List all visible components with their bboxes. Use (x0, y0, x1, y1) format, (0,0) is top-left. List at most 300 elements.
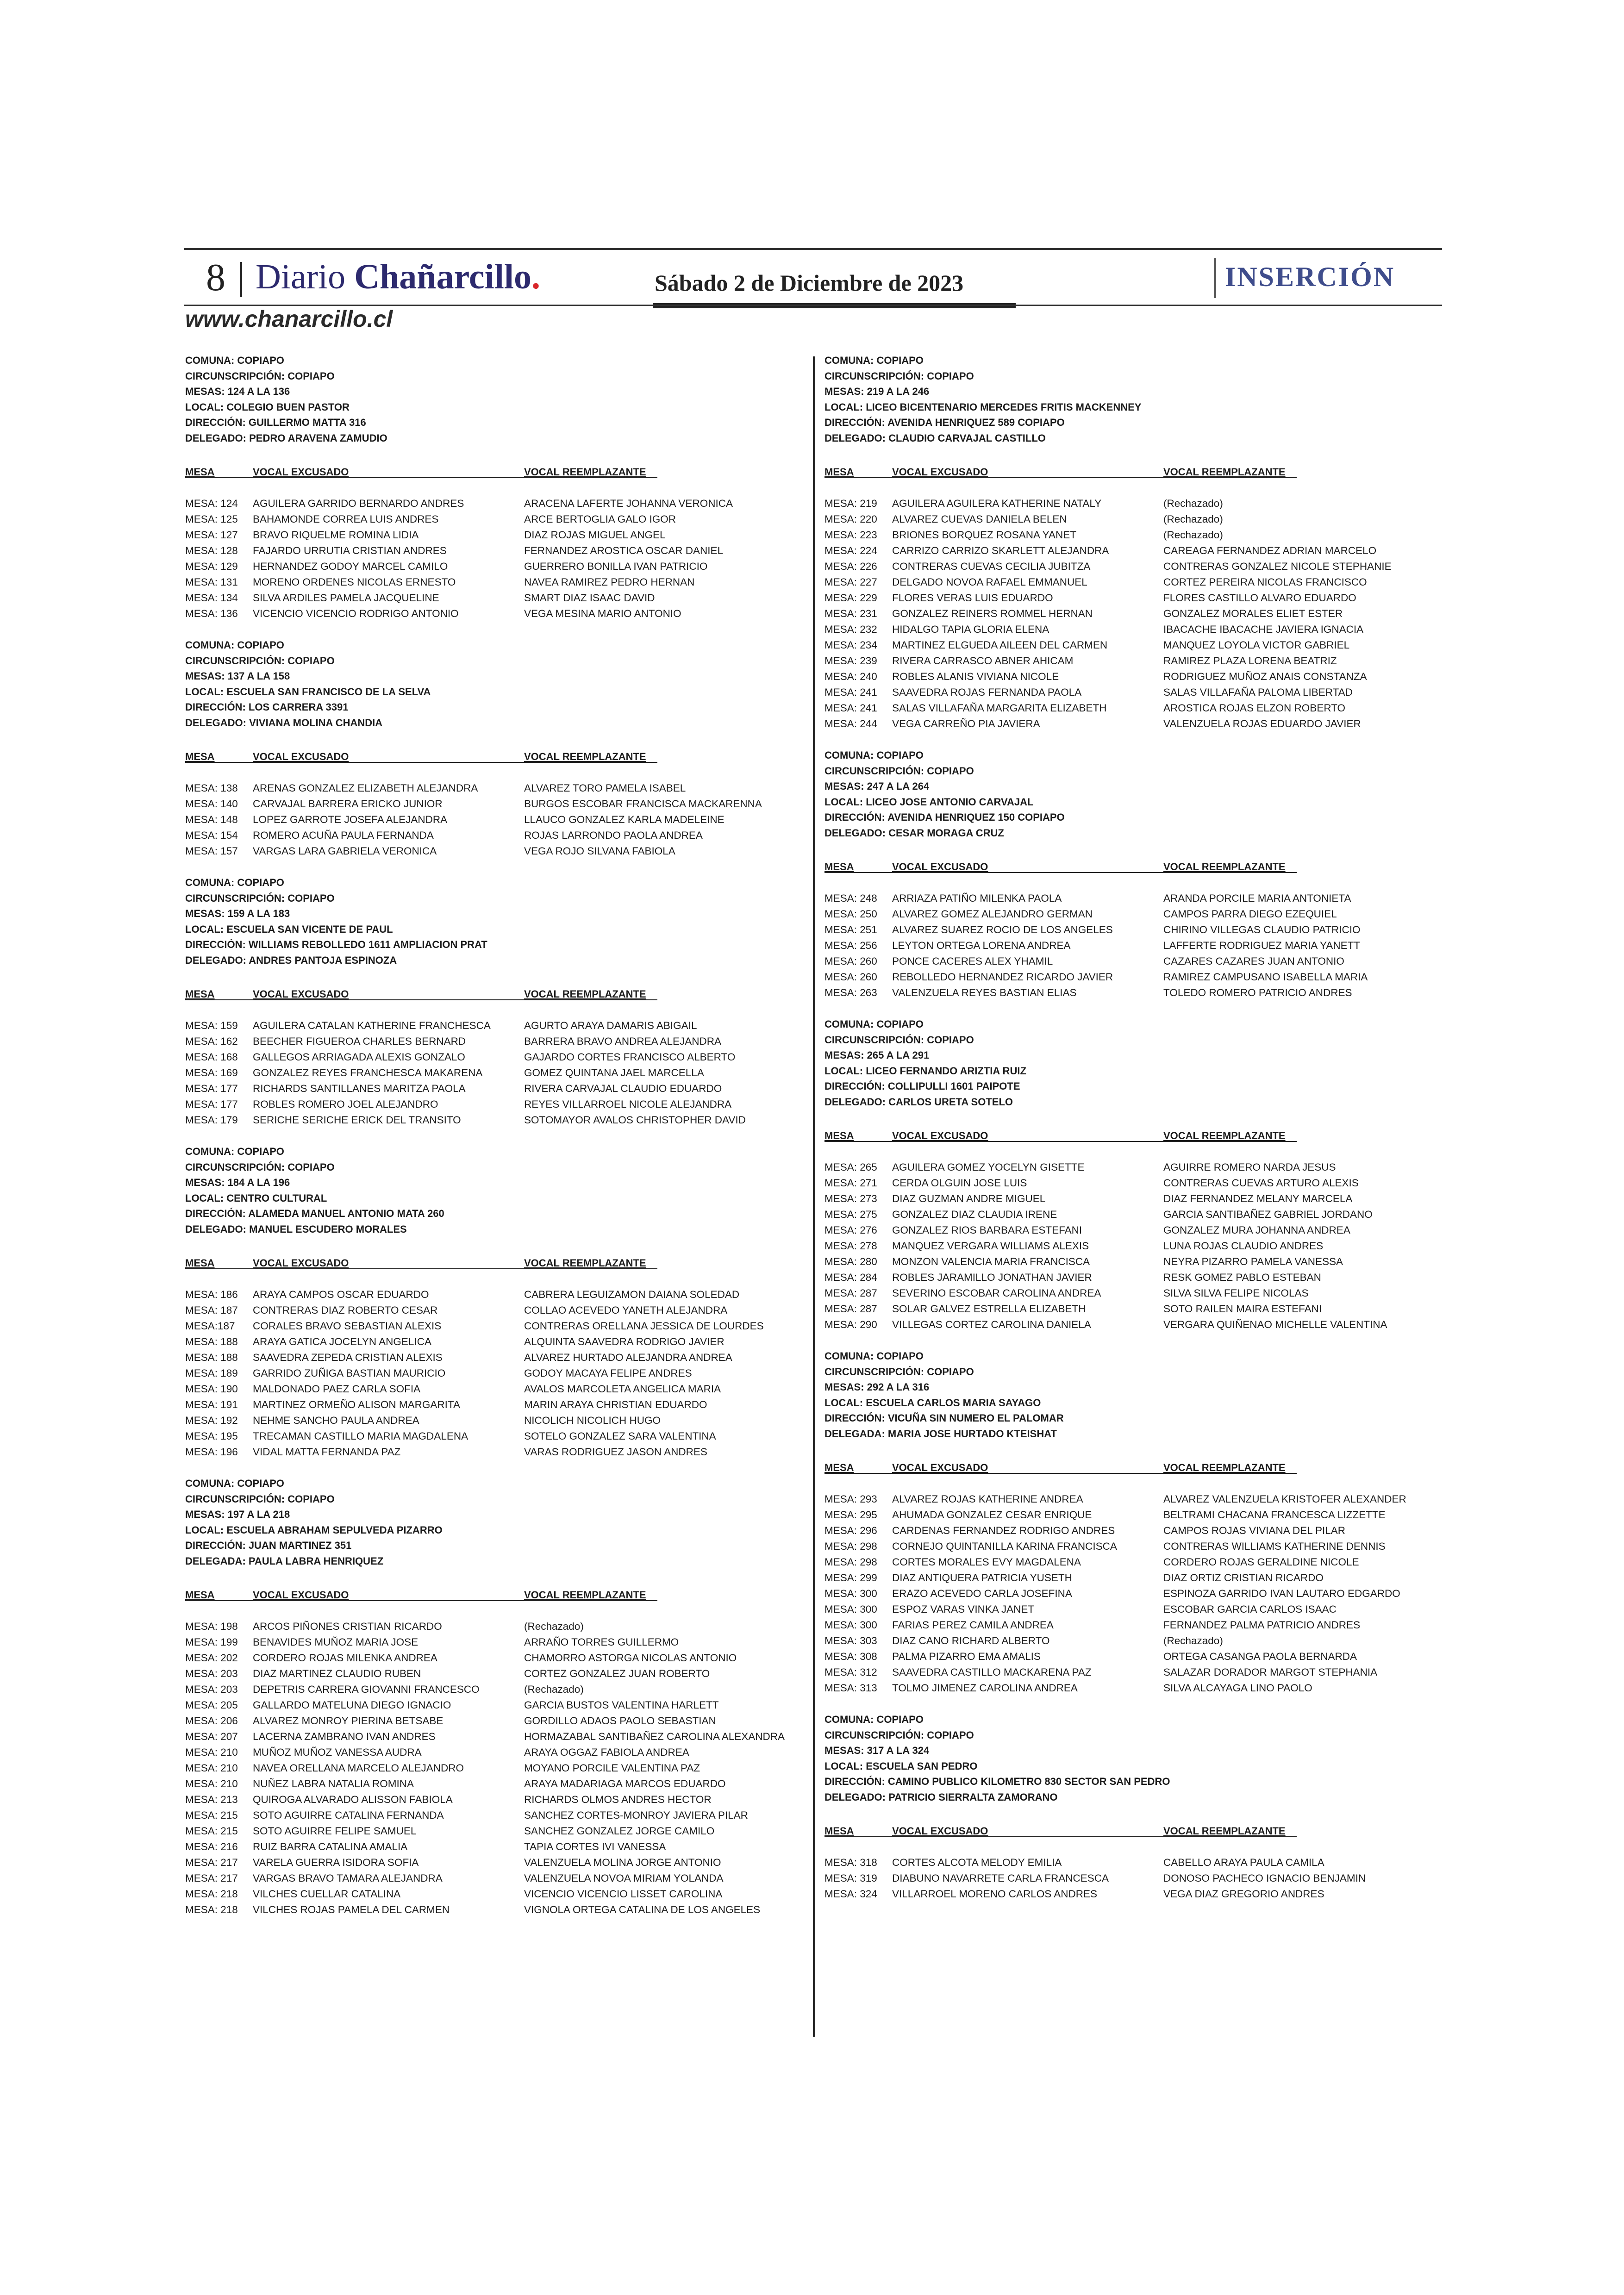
vocal-reemplazante-cell: ARRAÑO TORRES GUILLERMO (524, 1636, 679, 1648)
vocal-reemplazante-cell: SANCHEZ CORTES-MONROY JAVIERA PILAR (524, 1809, 748, 1821)
mesa-cell: MESA: 131 (185, 576, 238, 588)
table-row (824, 637, 1445, 653)
page-number-divider (240, 262, 242, 297)
vocal-excusado-cell: CORDERO ROJAS MILENKA ANDREA (253, 1652, 437, 1664)
vocal-excusado-cell: SERICHE SERICHE ERICK DEL TRANSITO (253, 1114, 461, 1126)
location-info-line: CIRCUNSCRIPCIÓN: COPIAPO (824, 1366, 974, 1378)
header-vocal-excusado: VOCAL EXCUSADO (892, 861, 988, 873)
vocal-reemplazante-cell: CORTEZ GONZALEZ JUAN ROBERTO (524, 1668, 710, 1679)
vocal-reemplazante-cell: RIVERA CARVAJAL CLAUDIO EDUARDO (524, 1083, 722, 1094)
mesa-cell: MESA: 157 (185, 845, 238, 857)
vocal-reemplazante-cell: CORDERO ROJAS GERALDINE NICOLE (1163, 1556, 1359, 1568)
header-vocal-excusado: VOCAL EXCUSADO (253, 988, 349, 1000)
vocal-reemplazante-cell: LUNA ROJAS CLAUDIO ANDRES (1163, 1240, 1324, 1252)
header-vocal-reemplazante: VOCAL REEMPLAZANTE (524, 751, 646, 762)
mesa-cell: MESA: 134 (185, 592, 238, 604)
vocal-excusado-cell: ALVAREZ ROJAS KATHERINE ANDREA (892, 1493, 1083, 1505)
vocal-excusado-cell: RICHARDS SANTILLANES MARITZA PAOLA (253, 1083, 466, 1094)
mesa-cell: MESA: 287 (824, 1303, 877, 1315)
vocal-excusado-cell: SAAVEDRA CASTILLO MACKARENA PAZ (892, 1666, 1092, 1678)
mesa-cell: MESA: 240 (824, 671, 877, 682)
mesa-cell: MESA: 241 (824, 702, 877, 714)
table-row (185, 1871, 806, 1886)
location-info-line: CIRCUNSCRIPCIÓN: COPIAPO (185, 1161, 335, 1173)
vocal-reemplazante-cell: CHIRINO VILLEGAS CLAUDIO PATRICIO (1163, 924, 1361, 935)
header-vocal-reemplazante: VOCAL REEMPLAZANTE (524, 988, 646, 1000)
header-top-rule (184, 248, 1442, 250)
table-row (824, 527, 1445, 543)
mesa-cell: MESA: 276 (824, 1224, 877, 1236)
vocal-reemplazante-cell: SANCHEZ GONZALEZ JORGE CAMILO (524, 1825, 715, 1837)
location-info-line: LOCAL: ESCUELA CARLOS MARIA SAYAGO (824, 1397, 1041, 1409)
location-info-line: LOCAL: COLEGIO BUEN PASTOR (185, 401, 350, 413)
mesa-cell: MESA: 298 (824, 1556, 877, 1568)
vocal-reemplazante-cell: SALAS VILLAFAÑA PALOMA LIBERTAD (1163, 686, 1353, 698)
vocal-excusado-cell: CORALES BRAVO SEBASTIAN ALEXIS (253, 1320, 442, 1332)
table-row (824, 1491, 1445, 1507)
location-info-line: COMUNA: COPIAPO (824, 355, 924, 366)
location-info-line: MESAS: 137 A LA 158 (185, 670, 290, 682)
column-separator (813, 356, 815, 2037)
mesa-cell: MESA: 192 (185, 1415, 238, 1426)
vocal-reemplazante-cell: SILVA ALCAYAGA LINO PAOLO (1163, 1682, 1312, 1694)
table-row (185, 1760, 806, 1776)
table-row (185, 1065, 806, 1081)
vocal-reemplazante-cell: HORMAZABAL SANTIBAÑEZ CAROLINA ALEXANDRA (524, 1731, 785, 1742)
vocal-excusado-cell: BRAVO RIQUELME ROMINA LIDIA (253, 529, 419, 541)
mesa-cell: MESA: 273 (824, 1193, 877, 1204)
mesa-cell: MESA: 203 (185, 1668, 238, 1679)
mesa-cell: MESA: 210 (185, 1778, 238, 1790)
mesa-cell: MESA: 224 (824, 545, 877, 556)
vocal-reemplazante-cell: CABRERA LEGUIZAMON DAIANA SOLEDAD (524, 1289, 740, 1300)
location-info-line: DELEGADO: PEDRO ARAVENA ZAMUDIO (185, 432, 387, 444)
vocal-reemplazante-cell: SOTOMAYOR AVALOS CHRISTOPHER DAVID (524, 1114, 746, 1126)
vocal-excusado-cell: MANQUEZ VERGARA WILLIAMS ALEXIS (892, 1240, 1089, 1252)
table-row (185, 1428, 806, 1444)
vocal-reemplazante-cell: (Rechazado) (1163, 513, 1223, 525)
table-row (824, 1317, 1445, 1333)
vocal-excusado-cell: MONZON VALENCIA MARIA FRANCISCA (892, 1256, 1090, 1267)
table-row (824, 1523, 1445, 1539)
vocal-reemplazante-cell: REYES VILLARROEL NICOLE ALEJANDRA (524, 1098, 732, 1110)
vocal-reemplazante-cell: (Rechazado) (1163, 498, 1223, 509)
mesa-cell: MESA: 207 (185, 1731, 238, 1742)
location-info-line: DELEGADO: MANUEL ESCUDERO MORALES (185, 1223, 407, 1235)
polling-location-block (824, 353, 1445, 732)
mesa-cell: MESA: 124 (185, 498, 238, 509)
mesa-cell: MESA: 188 (185, 1352, 238, 1363)
vocal-reemplazante-cell: NAVEA RAMIREZ PEDRO HERNAN (524, 576, 695, 588)
polling-location-block (185, 875, 806, 1128)
table-header (185, 749, 806, 765)
location-info-line: COMUNA: COPIAPO (824, 1714, 924, 1725)
table-row (824, 891, 1445, 906)
polling-location-block (824, 1348, 1445, 1696)
mesa-cell: MESA: 239 (824, 655, 877, 667)
vocal-excusado-cell: CONTRERAS CUEVAS CECILIA JUBITZA (892, 561, 1091, 572)
mesa-cell: MESA: 179 (185, 1114, 238, 1126)
vocal-excusado-cell: CORTES ALCOTA MELODY EMILIA (892, 1857, 1062, 1868)
vocal-reemplazante-cell: ARANDA PORCILE MARIA ANTONIETA (1163, 892, 1351, 904)
table-row (185, 1839, 806, 1855)
vocal-reemplazante-cell: TOLEDO ROMERO PATRICIO ANDRES (1163, 987, 1352, 998)
vocal-excusado-cell: ALVAREZ GOMEZ ALEJANDRO GERMAN (892, 908, 1093, 920)
header-vocal-excusado: VOCAL EXCUSADO (253, 751, 349, 762)
vocal-reemplazante-cell: BURGOS ESCOBAR FRANCISCA MACKARENNA (524, 798, 762, 810)
header-vocal-reemplazante: VOCAL REEMPLAZANTE (1163, 861, 1286, 873)
mesa-cell: MESA: 226 (824, 561, 877, 572)
vocal-reemplazante-cell: CONTRERAS CUEVAS ARTURO ALEXIS (1163, 1177, 1359, 1189)
header-vocal-excusado: VOCAL EXCUSADO (892, 1130, 988, 1141)
table-row (824, 496, 1445, 511)
table-row (185, 559, 806, 574)
logo-plain-text: Diario (256, 257, 355, 296)
table-row (185, 1366, 806, 1381)
mesa-cell: MESA: 215 (185, 1809, 238, 1821)
vocal-reemplazante-cell: GARCIA BUSTOS VALENTINA HARLETT (524, 1699, 719, 1711)
mesa-cell: MESA: 154 (185, 829, 238, 841)
table-row (824, 1222, 1445, 1238)
header-vocal-excusado: VOCAL EXCUSADO (892, 466, 988, 478)
location-info-line: CIRCUNSCRIPCIÓN: COPIAPO (824, 1729, 974, 1741)
table-row (824, 1633, 1445, 1649)
table-header (824, 1460, 1445, 1476)
table-row (824, 653, 1445, 669)
mesa-cell: MESA: 219 (824, 498, 877, 509)
mesa-cell: MESA: 293 (824, 1493, 877, 1505)
mesa-cell: MESA: 287 (824, 1287, 877, 1299)
vocal-excusado-cell: VILLEGAS CORTEZ CAROLINA DANIELA (892, 1319, 1091, 1330)
table-row (185, 543, 806, 559)
location-info-line: MESAS: 124 A LA 136 (185, 386, 290, 397)
mesa-cell: MESA: 218 (185, 1904, 238, 1915)
header-vocal-reemplazante: VOCAL REEMPLAZANTE (1163, 1130, 1286, 1141)
header-mesa: MESA (824, 861, 854, 873)
table-header (824, 859, 1445, 875)
vocal-reemplazante-cell: GAJARDO CORTES FRANCISCO ALBERTO (524, 1051, 736, 1063)
vocal-excusado-cell: AGUILERA AGUILERA KATHERINE NATALY (892, 498, 1102, 509)
vocal-reemplazante-cell: FLORES CASTILLO ALVARO EDUARDO (1163, 592, 1356, 604)
mesa-cell: MESA: 129 (185, 561, 238, 572)
vocal-excusado-cell: AHUMADA GONZALEZ CESAR ENRIQUE (892, 1509, 1092, 1521)
table-row (824, 606, 1445, 622)
vocal-reemplazante-cell: ARAYA OGGAZ FABIOLA ANDREA (524, 1746, 689, 1758)
table-row (185, 1303, 806, 1318)
table-row (185, 1397, 806, 1413)
table-row (185, 1049, 806, 1065)
mesa-cell: MESA: 216 (185, 1841, 238, 1852)
table-row (185, 496, 806, 511)
table-row (185, 1350, 806, 1366)
vocal-reemplazante-cell: ALVAREZ VALENZUELA KRISTOFER ALEXANDER (1163, 1493, 1406, 1505)
table-row (824, 1586, 1445, 1602)
location-info-line: LOCAL: LICEO BICENTENARIO MERCEDES FRITIS MACKENNEY (824, 401, 1142, 413)
mesa-cell: MESA: 148 (185, 814, 238, 825)
vocal-excusado-cell: DIABUNO NAVARRETE CARLA FRANCESCA (892, 1872, 1109, 1884)
mesa-cell: MESA:187 (185, 1320, 235, 1332)
mesa-cell: MESA: 196 (185, 1446, 238, 1458)
table-row (185, 1886, 806, 1902)
location-info-line: DIRECCIÓN: LOS CARRERA 3391 (185, 701, 349, 713)
vocal-reemplazante-cell: ALQUINTA SAAVEDRA RODRIGO JAVIER (524, 1336, 725, 1347)
mesa-cell: MESA: 300 (824, 1588, 877, 1599)
mesa-cell: MESA: 202 (185, 1652, 238, 1664)
header-mesa: MESA (824, 466, 854, 478)
table-row (824, 669, 1445, 685)
issue-date: Sábado 2 de Diciembre de 2023 (655, 270, 964, 296)
location-info-line: CIRCUNSCRIPCIÓN: COPIAPO (185, 892, 335, 904)
mesa-cell: MESA: 256 (824, 940, 877, 951)
header-mesa: MESA (185, 466, 215, 478)
vocal-reemplazante-cell: VALENZUELA NOVOA MIRIAM YOLANDA (524, 1872, 724, 1884)
vocal-excusado-cell: VARELA GUERRA ISIDORA SOFIA (253, 1857, 419, 1868)
vocal-excusado-cell: MARTINEZ ELGUEDA AILEEN DEL CARMEN (892, 639, 1108, 651)
right-column (824, 353, 1445, 1918)
vocal-excusado-cell: LEYTON ORTEGA LORENA ANDREA (892, 940, 1071, 951)
table-row (824, 590, 1445, 606)
mesa-cell: MESA: 271 (824, 1177, 877, 1189)
table-header (824, 464, 1445, 480)
vocal-excusado-cell: RIVERA CARRASCO ABNER AHICAM (892, 655, 1074, 667)
table-row (185, 1650, 806, 1666)
vocal-excusado-cell: REBOLLEDO HERNANDEZ RICARDO JAVIER (892, 971, 1113, 983)
table-row (185, 1666, 806, 1682)
mesa-cell: MESA: 217 (185, 1857, 238, 1868)
vocal-reemplazante-cell: CONTRERAS ORELLANA JESSICA DE LOURDES (524, 1320, 764, 1332)
mesa-cell: MESA: 231 (824, 608, 877, 619)
header-mesa: MESA (824, 1130, 854, 1141)
vocal-reemplazante-cell: RAMIREZ PLAZA LORENA BEATRIZ (1163, 655, 1337, 667)
table-row (185, 511, 806, 527)
table-row (824, 511, 1445, 527)
polling-location-block (185, 637, 806, 859)
vocal-reemplazante-cell: SMART DIAZ ISAAC DAVID (524, 592, 655, 604)
table-row (824, 1285, 1445, 1301)
table-row (185, 590, 806, 606)
vocal-reemplazante-cell: VALENZUELA MOLINA JORGE ANTONIO (524, 1857, 721, 1868)
vocal-reemplazante-cell: VALENZUELA ROJAS EDUARDO JAVIER (1163, 718, 1361, 730)
mesa-cell: MESA: 263 (824, 987, 877, 998)
table-row (824, 685, 1445, 700)
page-number: 8 (206, 256, 225, 299)
vocal-reemplazante-cell: AGUIRRE ROMERO NARDA JESUS (1163, 1161, 1336, 1173)
vocal-excusado-cell: VARGAS BRAVO TAMARA ALEJANDRA (253, 1872, 443, 1884)
vocal-excusado-cell: PONCE CACERES ALEX YHAMIL (892, 955, 1053, 967)
vocal-excusado-cell: LOPEZ GARROTE JOSEFA ALEJANDRA (253, 814, 448, 825)
table-row (824, 1507, 1445, 1523)
location-info-line: COMUNA: COPIAPO (824, 749, 924, 761)
vocal-excusado-cell: VIDAL MATTA FERNANDA PAZ (253, 1446, 401, 1458)
vocal-excusado-cell: ARCOS PIÑONES CRISTIAN RICARDO (253, 1621, 442, 1632)
polling-location-block (824, 1017, 1445, 1333)
header-vocal-excusado: VOCAL EXCUSADO (253, 1257, 349, 1269)
location-info-line: CIRCUNSCRIPCIÓN: COPIAPO (824, 370, 974, 382)
vocal-excusado-cell: BEECHER FIGUEROA CHARLES BERNARD (253, 1035, 466, 1047)
mesa-cell: MESA: 210 (185, 1762, 238, 1774)
vocal-reemplazante-cell: NICOLICH NICOLICH HUGO (524, 1415, 661, 1426)
header-mesa: MESA (824, 1825, 854, 1837)
mesa-cell: MESA: 159 (185, 1020, 238, 1031)
mesa-cell: MESA: 290 (824, 1319, 877, 1330)
table-row (185, 1823, 806, 1839)
table-row (185, 1318, 806, 1334)
location-info-line: LOCAL: ESCUELA SAN PEDRO (824, 1760, 978, 1772)
mesa-cell: MESA: 299 (824, 1572, 877, 1584)
vocal-excusado-cell: ALVAREZ CUEVAS DANIELA BELEN (892, 513, 1067, 525)
header-mesa: MESA (185, 1257, 215, 1269)
mesa-cell: MESA: 213 (185, 1794, 238, 1805)
mesa-cell: MESA: 199 (185, 1636, 238, 1648)
vocal-reemplazante-cell: DIAZ FERNANDEZ MELANY MARCELA (1163, 1193, 1353, 1204)
mesa-cell: MESA: 220 (824, 513, 877, 525)
location-info-line: COMUNA: COPIAPO (185, 1478, 284, 1489)
vocal-reemplazante-cell: BARRERA BRAVO ANDREA ALEJANDRA (524, 1035, 721, 1047)
mesa-cell: MESA: 244 (824, 718, 877, 730)
vocal-reemplazante-cell: GUERRERO BONILLA IVAN PATRICIO (524, 561, 708, 572)
location-info-line: DIRECCIÓN: VICUÑA SIN NUMERO EL PALOMAR (824, 1412, 1064, 1424)
vocal-excusado-cell: FAJARDO URRUTIA CRISTIAN ANDRES (253, 545, 447, 556)
table-row (824, 1207, 1445, 1222)
table-row (824, 1680, 1445, 1696)
vocal-excusado-cell: AGUILERA GARRIDO BERNARDO ANDRES (253, 498, 464, 509)
table-row (824, 543, 1445, 559)
vocal-excusado-cell: ARAYA GATICA JOCELYN ANGELICA (253, 1336, 431, 1347)
table-header (185, 464, 806, 480)
mesa-cell: MESA: 189 (185, 1367, 238, 1379)
vocal-reemplazante-cell: RAMIREZ CAMPUSANO ISABELLA MARIA (1163, 971, 1368, 983)
vocal-excusado-cell: SOTO AGUIRRE FELIPE SAMUEL (253, 1825, 417, 1837)
mesa-cell: MESA: 169 (185, 1067, 238, 1079)
location-info-line: DELEGADA: PAULA LABRA HENRIQUEZ (185, 1555, 384, 1567)
vocal-excusado-cell: GONZALEZ REINERS ROMMEL HERNAN (892, 608, 1093, 619)
location-info-line: MESAS: 265 A LA 291 (824, 1049, 930, 1061)
table-row (185, 1018, 806, 1034)
vocal-excusado-cell: BRIONES BORQUEZ ROSANA YANET (892, 529, 1077, 541)
vocal-excusado-cell: MARTINEZ ORMEÑO ALISON MARGARITA (253, 1399, 460, 1410)
table-row (185, 1682, 806, 1697)
table-row (185, 574, 806, 590)
mesa-cell: MESA: 187 (185, 1304, 238, 1316)
table-row (185, 1034, 806, 1049)
mesa-cell: MESA: 298 (824, 1540, 877, 1552)
mesa-cell: MESA: 303 (824, 1635, 877, 1646)
vocal-excusado-cell: VARGAS LARA GABRIELA VERONICA (253, 845, 437, 857)
vocal-excusado-cell: GONZALEZ RIOS BARBARA ESTEFANI (892, 1224, 1082, 1236)
vocal-reemplazante-cell: MANQUEZ LOYOLA VICTOR GABRIEL (1163, 639, 1350, 651)
location-info-line: DIRECCIÓN: ALAMEDA MANUEL ANTONIO MATA 260 (185, 1208, 444, 1219)
location-info-line: CIRCUNSCRIPCIÓN: COPIAPO (185, 655, 335, 667)
mesa-cell: MESA: 251 (824, 924, 877, 935)
vocal-reemplazante-cell: SILVA SILVA FELIPE NICOLAS (1163, 1287, 1309, 1299)
location-info-line: MESAS: 197 A LA 218 (185, 1509, 290, 1520)
location-info-line: DELEGADO: CARLOS URETA SOTELO (824, 1096, 1013, 1108)
table-row (824, 1238, 1445, 1254)
vocal-reemplazante-cell: CABELLO ARAYA PAULA CAMILA (1163, 1857, 1324, 1868)
vocal-reemplazante-cell: MOYANO PORCILE VALENTINA PAZ (524, 1762, 700, 1774)
table-row (185, 843, 806, 859)
mesa-cell: MESA: 205 (185, 1699, 238, 1711)
table-row (824, 954, 1445, 969)
vocal-reemplazante-cell: DIAZ ROJAS MIGUEL ANGEL (524, 529, 666, 541)
left-column (185, 353, 806, 1933)
table-row (185, 1619, 806, 1634)
location-info-line: LOCAL: ESCUELA ABRAHAM SEPULVEDA PIZARRO (185, 1524, 443, 1536)
table-row (185, 527, 806, 543)
vocal-excusado-cell: MORENO ORDENES NICOLAS ERNESTO (253, 576, 456, 588)
vocal-excusado-cell: MALDONADO PAEZ CARLA SOFIA (253, 1383, 421, 1395)
vocal-excusado-cell: VILCHES CUELLAR CATALINA (253, 1888, 401, 1900)
header-vocal-reemplazante: VOCAL REEMPLAZANTE (524, 1589, 646, 1601)
mesa-cell: MESA: 195 (185, 1430, 238, 1442)
mesa-cell: MESA: 186 (185, 1289, 238, 1300)
vocal-excusado-cell: VICENCIO VICENCIO RODRIGO ANTONIO (253, 608, 459, 619)
table-row (824, 1855, 1445, 1871)
header-vocal-reemplazante: VOCAL REEMPLAZANTE (524, 466, 646, 478)
mesa-cell: MESA: 127 (185, 529, 238, 541)
header-vocal-reemplazante: VOCAL REEMPLAZANTE (1163, 466, 1286, 478)
mesa-cell: MESA: 229 (824, 592, 877, 604)
vocal-excusado-cell: MUÑOZ MUÑOZ VANESSA AUDRA (253, 1746, 422, 1758)
vocal-excusado-cell: VEGA CARREÑO PIA JAVIERA (892, 718, 1040, 730)
header-vocal-excusado: VOCAL EXCUSADO (253, 466, 349, 478)
location-info-line: COMUNA: COPIAPO (185, 639, 284, 651)
table-row (824, 1270, 1445, 1285)
vocal-excusado-cell: CONTRERAS DIAZ ROBERTO CESAR (253, 1304, 438, 1316)
header-vocal-excusado: VOCAL EXCUSADO (892, 1462, 988, 1473)
location-info-line: DIRECCIÓN: WILLIAMS REBOLLEDO 1611 AMPLIACION PRAT (185, 939, 487, 950)
vocal-excusado-cell: HIDALGO TAPIA GLORIA ELENA (892, 624, 1049, 635)
table-row (824, 1602, 1445, 1617)
vocal-excusado-cell: SAAVEDRA ROJAS FERNANDA PAOLA (892, 686, 1082, 698)
table-row (185, 1855, 806, 1871)
table-row (824, 1301, 1445, 1317)
header-vocal-excusado: VOCAL EXCUSADO (892, 1825, 988, 1837)
table-row (185, 1444, 806, 1460)
table-row (824, 1539, 1445, 1554)
vocal-reemplazante-cell: VERGARA QUIÑENAO MICHELLE VALENTINA (1163, 1319, 1387, 1330)
vocal-reemplazante-cell: FERNANDEZ PALMA PATRICIO ANDRES (1163, 1619, 1361, 1631)
vocal-reemplazante-cell: RODRIGUEZ MUÑOZ ANAIS CONSTANZA (1163, 671, 1367, 682)
vocal-excusado-cell: VALENZUELA REYES BASTIAN ELIAS (892, 987, 1077, 998)
vocal-reemplazante-cell: CHAMORRO ASTORGA NICOLAS ANTONIO (524, 1652, 737, 1664)
vocal-reemplazante-cell: AVALOS MARCOLETA ANGELICA MARIA (524, 1383, 721, 1395)
vocal-reemplazante-cell: (Rechazado) (524, 1684, 584, 1695)
vocal-reemplazante-cell: SOTO RAILEN MAIRA ESTEFANI (1163, 1303, 1322, 1315)
table-row (185, 606, 806, 622)
location-info-line: LOCAL: ESCUELA SAN FRANCISCO DE LA SELVA (185, 686, 431, 698)
vocal-excusado-cell: CARRIZO CARRIZO SKARLETT ALEJANDRA (892, 545, 1109, 556)
vocal-excusado-cell: GALLARDO MATELUNA DIEGO IGNACIO (253, 1699, 451, 1711)
table-row (824, 1570, 1445, 1586)
table-header (185, 1587, 806, 1603)
newspaper-logo (256, 254, 540, 300)
table-header (185, 986, 806, 1002)
vocal-excusado-cell: GARRIDO ZUÑIGA BASTIAN MAURICIO (253, 1367, 446, 1379)
location-info-line: DELEGADO: CLAUDIO CARVAJAL CASTILLO (824, 432, 1046, 444)
mesa-cell: MESA: 284 (824, 1272, 877, 1283)
vocal-reemplazante-cell: FERNANDEZ AROSTICA OSCAR DANIEL (524, 545, 724, 556)
location-info-line: MESAS: 159 A LA 183 (185, 908, 290, 919)
mesa-cell: MESA: 234 (824, 639, 877, 651)
vocal-excusado-cell: ROMERO ACUÑA PAULA FERNANDA (253, 829, 434, 841)
vocal-excusado-cell: PALMA PIZARRO EMA AMALIS (892, 1651, 1041, 1662)
location-info-line: DELEGADO: VIVIANA MOLINA CHANDIA (185, 717, 383, 729)
header-vocal-reemplazante: VOCAL REEMPLAZANTE (1163, 1462, 1286, 1473)
location-info-line: MESAS: 292 A LA 316 (824, 1381, 930, 1393)
vocal-excusado-cell: ROBLES ALANIS VIVIANA NICOLE (892, 671, 1059, 682)
mesa-cell: MESA: 190 (185, 1383, 238, 1395)
